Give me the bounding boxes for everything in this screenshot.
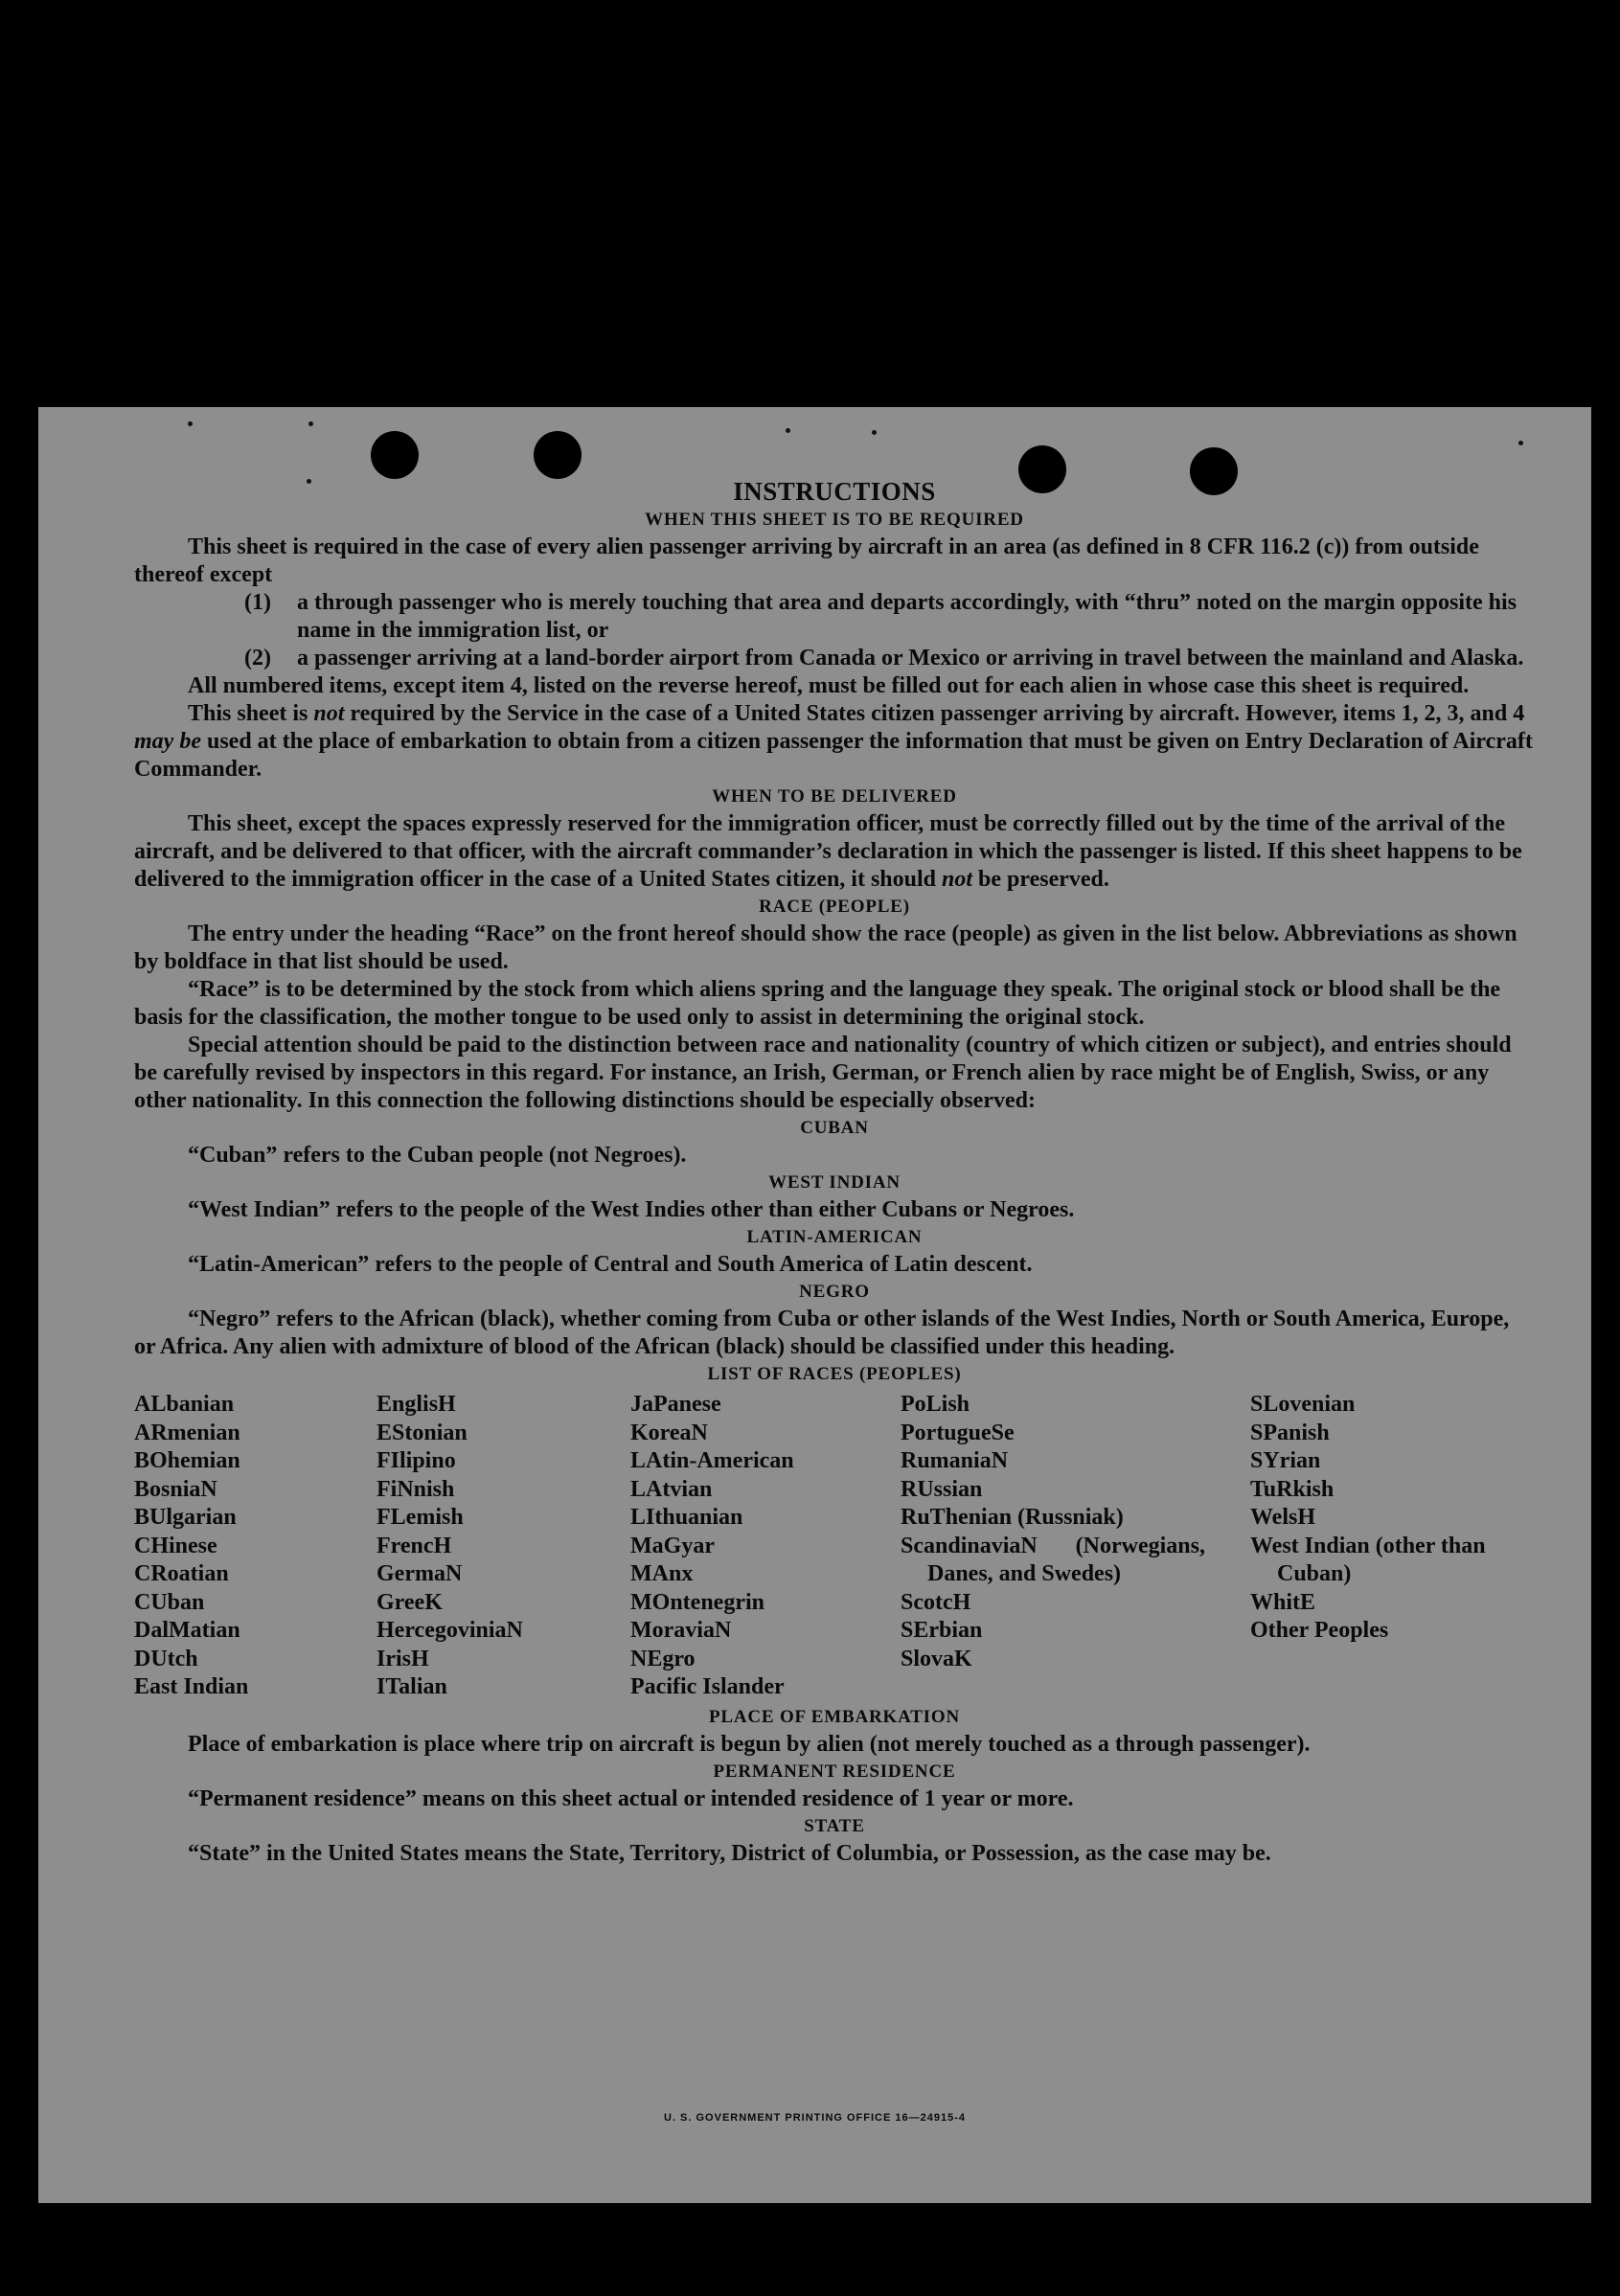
race-entry: NEgro [630,1646,696,1671]
race-entry: IrisH [376,1646,429,1671]
item-text: a passenger arriving at a land-border airport from Canada or Mexico or arriving in travel between the mainland and Alaska. [297,646,1524,671]
paragraph: This sheet is required in the case of every alien passenger arriving by aircraft in an area (as defined in 8 CFR 116.2 (c)) from outside thereof except [134,534,1479,587]
race-entry: EStonian [376,1420,468,1445]
paragraph: All numbered items, except item 4, listed on the reverse hereof, must be filled out for each alien in whose case this sheet is required. [188,673,1470,698]
speck [872,430,877,435]
italic-text: may be [134,729,201,754]
race-entry: ARmenian [134,1420,240,1445]
text-run: used at the place of embarkation to obtain from a citizen passenger the information that must be given on Entry Declaration of Aircraft Commander. [134,729,1533,782]
race-entry: SYrian [1250,1448,1321,1473]
race-entry: FiNnish [376,1476,455,1502]
race-entry: LAtin-American [630,1448,794,1473]
paragraph: “Cuban” refers to the Cuban people (not Negroes). [188,1143,687,1168]
races-list [134,1391,1535,1702]
section-heading: WEST INDIAN [768,1172,901,1193]
race-entry: Other Peoples [1250,1618,1389,1643]
section-heading: PLACE OF EMBARKATION [709,1706,960,1727]
paragraph: “Race” is to be determined by the stock from which aliens spring and the language they speak. The original stock or blood shall be the basis for the classification, the mother tongue to be used only to assist in determining the original stock. [134,977,1501,1030]
race-entry: LIthuanian [630,1505,743,1530]
race-entry: RUssian [901,1476,983,1502]
italic-text: not [313,701,345,726]
item-number: (1) [244,590,271,615]
race-entry: DUtch [134,1646,198,1671]
race-entry: SlovaK [901,1646,972,1671]
race-entry: GreeK [376,1589,443,1615]
race-entry: ScotcH [901,1589,971,1615]
section-heading: LIST OF RACES (PEOPLES) [707,1364,962,1384]
bold-text: boldface [164,949,248,974]
section-heading: STATE [804,1815,865,1836]
race-entry: PortugueSe [901,1420,1015,1445]
race-entry: EnglisH [376,1392,456,1417]
paragraph: “Latin-American” refers to the people of Central and South America of Latin descent. [188,1252,1033,1277]
paragraph: “State” in the United States means the State, Territory, District of Columbia, or Possession, as the case may be. [188,1840,1271,1866]
text-run: be preserved. [972,867,1109,892]
section-heading: RACE (PEOPLE) [759,897,910,917]
race-entry: BUlgarian [134,1505,237,1530]
race-entry: DalMatian [134,1618,240,1643]
race-entry: RuThenian (Russniak) [901,1505,1124,1530]
race-entry: MOntenegrin [630,1589,764,1615]
races-column [1250,1391,1535,1702]
race-entry: MoraviaN [630,1618,732,1643]
paragraph: “Permanent residence” means on this sheet actual or intended residence of 1 year or more. [188,1785,1074,1811]
race-entry: FIlipino [376,1448,456,1473]
paragraph: Special attention should be paid to the distinction between race and nationality (country of which citizen or subject), and entries should be carefully revised by inspectors in this regard. For instance, an Irish, German, or French alien by race might be of English, Swiss, or any other nationality. In this connection the following distinctions should be especially observed: [134,1033,1512,1113]
race-entry: MAnx [630,1561,694,1586]
race-entry: FLemish [376,1505,464,1530]
paragraph [134,921,1535,976]
section-heading: PERMANENT RESIDENCE [713,1761,956,1782]
paragraph [134,700,1535,784]
list-item: West Indian (other than Cuban) [1250,1533,1486,1586]
race-entry: CUban [134,1589,205,1615]
race-entry: HercegoviniaN [376,1618,523,1643]
section-heading: LATIN-AMERICAN [746,1227,923,1247]
section-heading: CUBAN [800,1118,869,1138]
race-entry: WelsH [1250,1505,1316,1530]
race-entry: CHinese [134,1533,217,1558]
list-item [134,645,1535,672]
item-number: (2) [244,646,271,671]
text-run: The entry under the heading “Race” on the front hereof should show the race (people) as given in the list below. Abbreviations as shown by [134,921,1517,974]
document-sheet [38,407,1591,2203]
race-entry: LAtvian [630,1476,713,1502]
race-entry: KoreaN [630,1420,708,1445]
race-entry: JaPanese [630,1392,721,1417]
section-heading: WHEN TO BE DELIVERED [712,786,957,807]
race-entry: PoLish [901,1392,970,1417]
speck [786,428,790,433]
race-entry: BosniaN [134,1476,217,1502]
text-run: required by the Service in the case of a United States citizen passenger arriving by aircraft. However, items 1, 2, 3, and 4 [344,701,1525,726]
paragraph [134,810,1535,894]
paragraph: “West Indian” refers to the people of the West Indies other than either Cubans or Negroes. [188,1197,1075,1222]
race-entry: Pacific Islander [630,1674,785,1699]
italic-text: not [942,867,973,892]
races-column [630,1391,901,1702]
paragraph: Place of embarkation is place where trip on aircraft is begun by alien (not merely touched as a through passenger). [188,1731,1311,1757]
race-entry: WhitE [1250,1589,1316,1615]
text-run: in that list should be used. [247,949,509,974]
speck [308,421,313,426]
races-column [134,1391,376,1702]
races-column [901,1391,1250,1702]
list-item [134,589,1535,645]
paragraph: “Negro” refers to the African (black), whether coming from Cuba or other islands of the West Indies, North or South America, Europe, or Africa. Any alien with admixture of blood of the African (black) should be classified under this heading. [134,1307,1510,1359]
race-entry: ITalian [376,1674,447,1699]
race-entry: SLovenian [1250,1392,1356,1417]
page-title: INSTRUCTIONS [733,477,936,506]
races-column [376,1391,630,1702]
text-run: This sheet, except the spaces expressly reserved for the immigration officer, must be correctly filled out by the time of the arrival of the aircraft, and be delivered to that officer, with the aircraft commander’s declaration in which the passenger is listed. If this sheet happens to be delivered to the immigration officer in the case of a United States citizen, it should [134,811,1522,892]
punch-hole [371,431,419,479]
race-entry: SErbian [901,1618,983,1643]
speck [1518,441,1523,445]
punch-hole [534,431,582,479]
race-entry: ALbanian [134,1392,235,1417]
text-run: This sheet is [188,701,314,726]
race-entry: FrencH [376,1533,452,1558]
section-heading: WHEN THIS SHEET IS TO BE REQUIRED [645,510,1024,530]
race-entry: GermaN [376,1561,463,1586]
race-entry: East Indian [134,1674,249,1699]
race-entry: RumaniaN [901,1448,1009,1473]
instructions-content [134,477,1535,1868]
speck [188,421,193,426]
race-entry: MaGyar [630,1533,715,1558]
race-entry: TuRkish [1250,1476,1335,1502]
race-entry: CRoatian [134,1561,229,1586]
race-entry: SPanish [1250,1420,1330,1445]
list-item: ScandinaviaN (Norwegians, Danes, and Swedes) [901,1533,1205,1586]
race-entry: BOhemian [134,1448,240,1473]
section-heading: NEGRO [799,1282,870,1302]
printer-imprint: U. S. GOVERNMENT PRINTING OFFICE 16—24915-4 [663,2112,966,2124]
item-text: a through passenger who is merely touching that area and departs accordingly, with “thru” noted on the margin opposite his name in the immigration list, or [297,590,1517,643]
